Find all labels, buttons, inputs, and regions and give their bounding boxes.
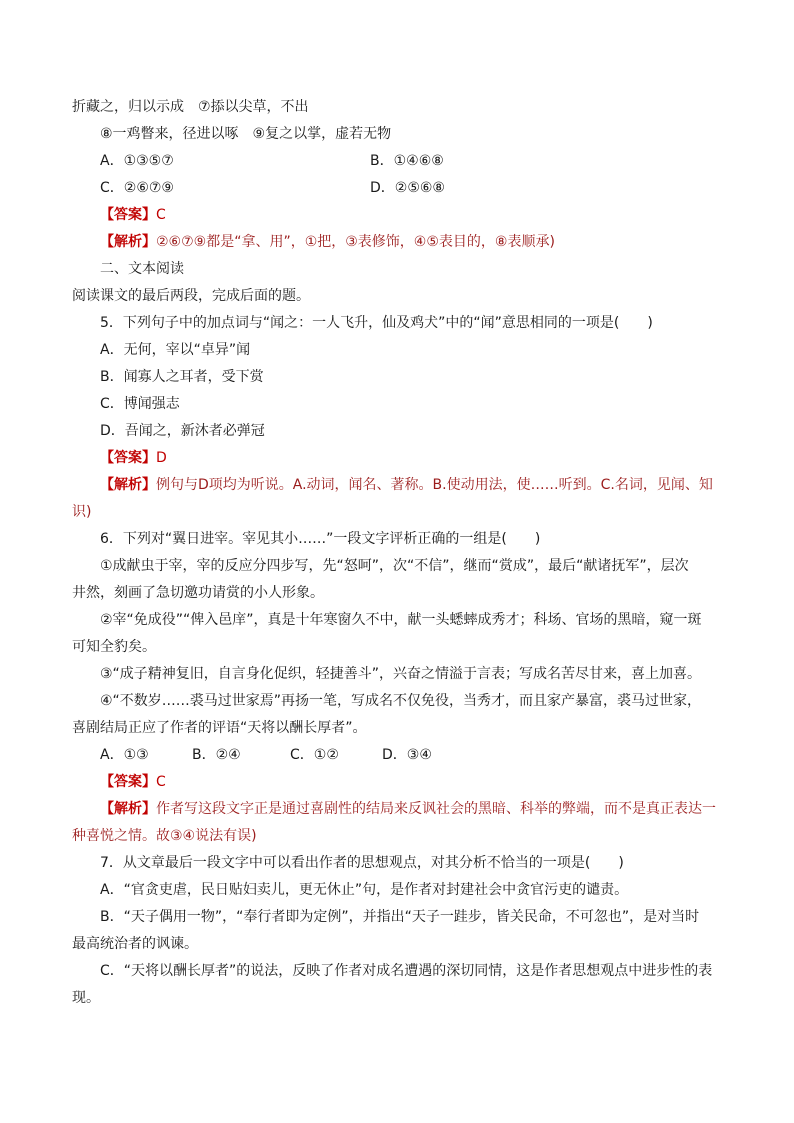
explanation-text: ②⑥⑦⑨都是“拿、用”，①把，③表修饰，④⑤表目的，⑧表顺承) (156, 234, 555, 250)
answer-value: C (156, 774, 166, 790)
q4-line2: ⑧一鸡瞥来，径进以啄 ⑨复之以掌，虚若无物 (100, 126, 392, 142)
q7-option-c: C．“天将以酬长厚者”的说法，反映了作者对成名遭遇的深切同情，这是作者思想观点中进步性的表 (100, 963, 713, 979)
q4-explanation (100, 232, 555, 252)
q4-answer (100, 205, 166, 225)
q7-stem: 7．从文章最后一段文字中可以看出作者的思想观点，对其分析不恰当的一项是( ) (100, 855, 624, 871)
section-intro: 阅读课文的最后两段，完成后面的题。 (72, 288, 310, 304)
q7-option-b-cont: 最高统治者的讽谏。 (72, 936, 198, 952)
q5-option-a: A．无何，宰以“卓异”闻 (100, 342, 251, 358)
q5-option-c: C．博闻强志 (100, 396, 180, 412)
q6-stem: 6．下列对“翼日进宰。宰见其小……”一段文字评析正确的一组是( ) (100, 531, 541, 547)
answer-label: 【答案】 (100, 774, 156, 790)
q5-option-b: B．闻寡人之耳者，受下赏 (100, 369, 264, 385)
q7-option-c-cont: 现。 (72, 990, 100, 1006)
q6-explanation (100, 799, 716, 819)
q4-option-a: A．①③⑤⑦ (100, 153, 174, 169)
q6-statement-3: ③“成子精神复旧，自言身化促织，轻捷善斗”，兴奋之情溢于言表；写成名苦尽甘来，喜上加喜。 (100, 666, 702, 682)
q5-answer (100, 448, 167, 468)
q6-statement-2-cont: 可知全豹矣。 (72, 639, 156, 655)
q5-stem: 5．下列句子中的加点词与“闻之：一人飞升，仙及鸡犬”中的“闻”意思相同的一项是( ) (100, 315, 653, 331)
q6-statement-4-cont: 喜剧结局正应了作者的评语“天将以酬长厚者”。 (72, 720, 367, 736)
q6-option-c: C．①② (290, 747, 339, 763)
q6-answer (100, 772, 166, 792)
explanation-label: 【解析】 (100, 234, 156, 250)
q6-statement-4: ④“不数岁……裘马过世家焉”再扬一笔，写成名不仅免役，当秀才，而且家产暴富，裘马过世家， (100, 693, 702, 709)
section-title: 二、文本阅读 (100, 261, 184, 277)
q4-option-b: B．①④⑥⑧ (370, 153, 444, 169)
q6-option-b: B．②④ (192, 747, 241, 763)
q6-explanation-cont: 种喜悦之情。故③④说法有误) (72, 828, 257, 844)
explanation-text: 作者写这段文字正是通过喜剧性的结局来反讽社会的黑暗、科举的弊端，而不是真正表达一 (156, 801, 716, 817)
answer-value: C (156, 207, 166, 223)
q5-option-d: D．吾闻之，新沐者必弹冠 (100, 423, 265, 439)
answer-label: 【答案】 (100, 450, 156, 466)
q6-statement-1: ①成献虫于宰，宰的反应分四步写，先“怒呵”，次“不信”，继而“赏成”，最后“献诸抚军”，层次 (100, 558, 689, 574)
q6-statement-1-cont: 井然，刻画了急切邀功请赏的小人形象。 (72, 585, 324, 601)
q7-option-b: B．“天子偶用一物”，“奉行者即为定例”，并指出“天子一跬步，皆关民命，不可忽也”，是对当时 (100, 909, 700, 925)
q4-option-c: C．②⑥⑦⑨ (100, 180, 174, 196)
q6-statement-2: ②宰“免成役”“俾入邑庠”，真是十年寒窗久不中，献一头蟋蟀成秀才；科场、官场的黑暗，窥一斑 (100, 612, 702, 628)
q4-line1: 折藏之，归以示成 ⑦掭以尖草，不出 (72, 99, 309, 115)
q6-option-d: D．③④ (382, 747, 432, 763)
q5-explanation (100, 475, 713, 495)
q5-explanation-cont: 识) (72, 504, 92, 520)
explanation-text: 例句与D项均为听说。A.动词，闻名、著称。B.使动用法，使……听到。C.名词，见闻、知 (156, 477, 713, 493)
q6-option-a: A．①③ (100, 747, 149, 763)
q7-option-a: A．“官贪吏虐，民日贴妇卖儿，更无休止”句，是作者对封建社会中贪官污吏的谴责。 (100, 882, 629, 898)
answer-label: 【答案】 (100, 207, 156, 223)
explanation-label: 【解析】 (100, 477, 156, 493)
explanation-label: 【解析】 (100, 801, 156, 817)
q4-option-d: D．②⑤⑥⑧ (370, 180, 445, 196)
answer-value: D (156, 450, 167, 466)
